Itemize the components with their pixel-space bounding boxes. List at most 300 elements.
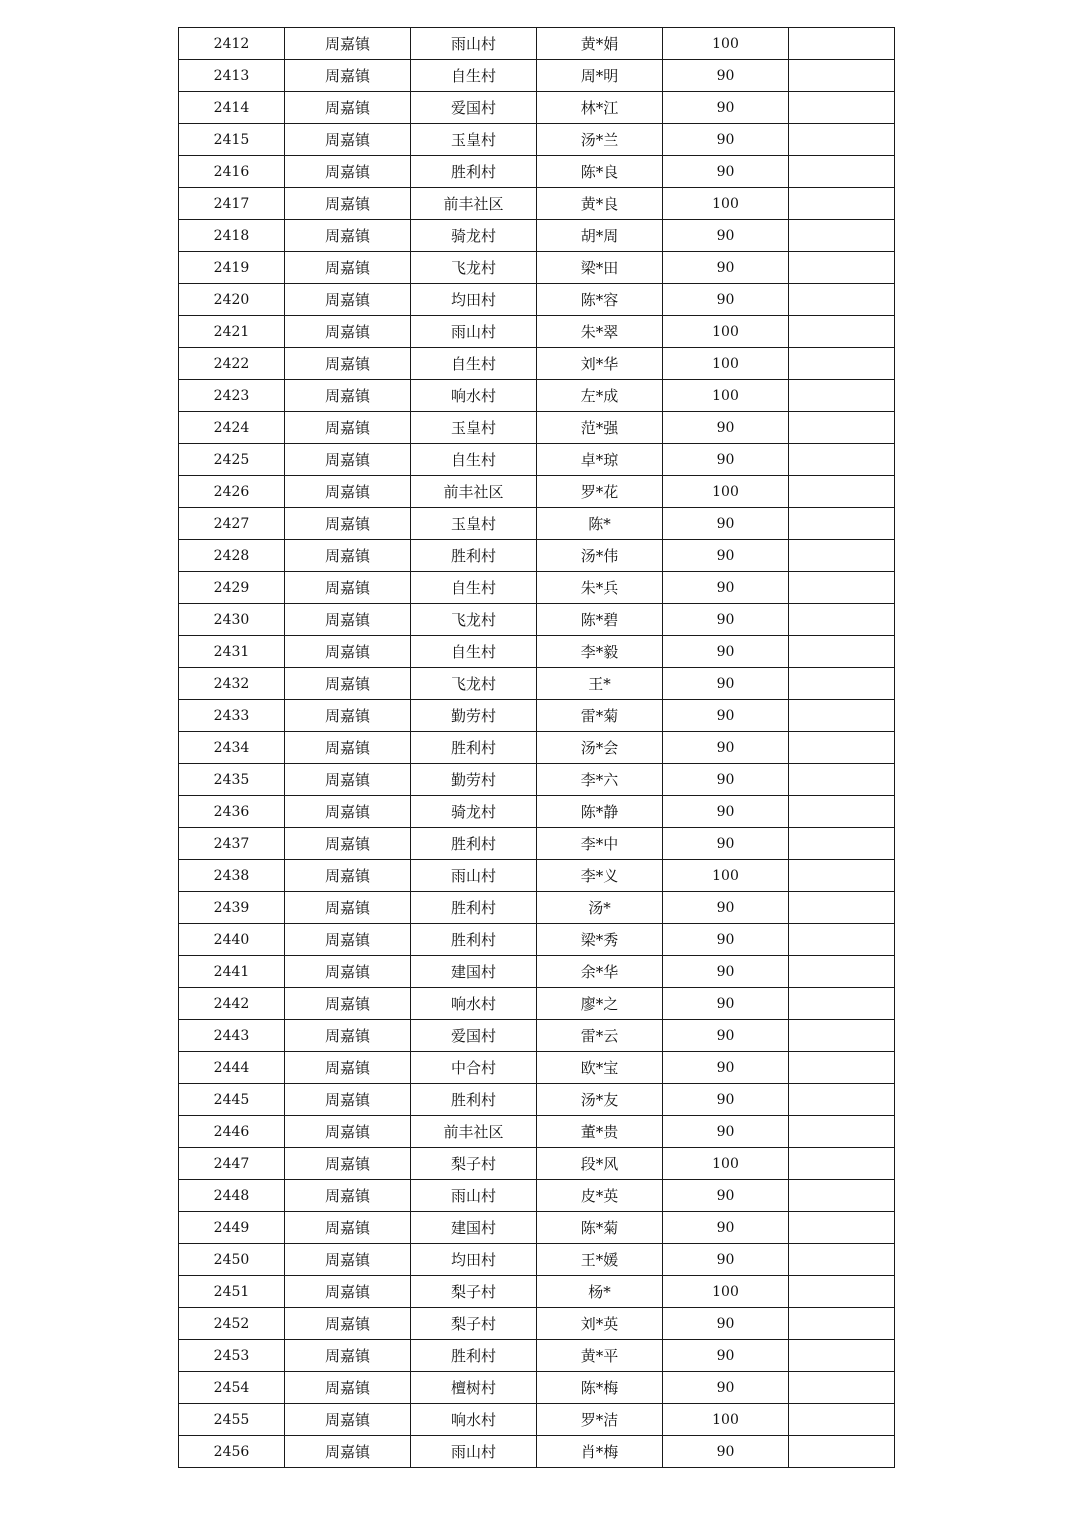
village-cell: 自生村 [411, 636, 537, 668]
table-row [179, 28, 895, 60]
remark-cell [789, 604, 895, 636]
name-cell: 刘*华 [537, 348, 663, 380]
village-cell: 雨山村 [411, 1436, 537, 1468]
remark-cell [789, 156, 895, 188]
town-cell: 周嘉镇 [285, 444, 411, 476]
town-cell: 周嘉镇 [285, 92, 411, 124]
amount-cell: 90 [663, 732, 789, 764]
village-cell: 响水村 [411, 380, 537, 412]
name-cell: 汤* [537, 892, 663, 924]
serial-number-cell: 2439 [179, 892, 285, 924]
serial-number-cell: 2436 [179, 796, 285, 828]
serial-number-cell: 2423 [179, 380, 285, 412]
remark-cell [789, 316, 895, 348]
village-cell: 前丰社区 [411, 188, 537, 220]
remark-cell [789, 892, 895, 924]
amount-cell: 90 [663, 1180, 789, 1212]
amount-cell: 100 [663, 1404, 789, 1436]
table-row [179, 1436, 895, 1468]
table-body [179, 28, 895, 1468]
village-cell: 梨子村 [411, 1308, 537, 1340]
town-cell: 周嘉镇 [285, 412, 411, 444]
amount-cell: 100 [663, 188, 789, 220]
amount-cell: 90 [663, 284, 789, 316]
serial-number-cell: 2418 [179, 220, 285, 252]
serial-number-cell: 2438 [179, 860, 285, 892]
remark-cell [789, 1020, 895, 1052]
amount-cell: 90 [663, 412, 789, 444]
name-cell: 朱*兵 [537, 572, 663, 604]
name-cell: 雷*云 [537, 1020, 663, 1052]
town-cell: 周嘉镇 [285, 60, 411, 92]
amount-cell: 90 [663, 124, 789, 156]
serial-number-cell: 2432 [179, 668, 285, 700]
town-cell: 周嘉镇 [285, 284, 411, 316]
serial-number-cell: 2455 [179, 1404, 285, 1436]
amount-cell: 90 [663, 988, 789, 1020]
town-cell: 周嘉镇 [285, 1116, 411, 1148]
amount-cell: 100 [663, 316, 789, 348]
town-cell: 周嘉镇 [285, 1276, 411, 1308]
town-cell: 周嘉镇 [285, 956, 411, 988]
amount-cell: 90 [663, 1020, 789, 1052]
serial-number-cell: 2440 [179, 924, 285, 956]
village-cell: 胜利村 [411, 892, 537, 924]
name-cell: 周*明 [537, 60, 663, 92]
village-cell: 雨山村 [411, 1180, 537, 1212]
serial-number-cell: 2446 [179, 1116, 285, 1148]
town-cell: 周嘉镇 [285, 28, 411, 60]
amount-cell: 90 [663, 540, 789, 572]
village-cell: 胜利村 [411, 828, 537, 860]
remark-cell [789, 1404, 895, 1436]
amount-cell: 90 [663, 636, 789, 668]
serial-number-cell: 2430 [179, 604, 285, 636]
serial-number-cell: 2442 [179, 988, 285, 1020]
name-cell: 范*强 [537, 412, 663, 444]
village-cell: 建国村 [411, 956, 537, 988]
remark-cell [789, 1244, 895, 1276]
village-cell: 檀树村 [411, 1372, 537, 1404]
village-cell: 胜利村 [411, 924, 537, 956]
name-cell: 陈*梅 [537, 1372, 663, 1404]
amount-cell: 100 [663, 380, 789, 412]
serial-number-cell: 2450 [179, 1244, 285, 1276]
table-row [179, 1212, 895, 1244]
serial-number-cell: 2413 [179, 60, 285, 92]
remark-cell [789, 1180, 895, 1212]
remark-cell [789, 572, 895, 604]
town-cell: 周嘉镇 [285, 988, 411, 1020]
town-cell: 周嘉镇 [285, 1372, 411, 1404]
table-row [179, 412, 895, 444]
table-row [179, 1404, 895, 1436]
name-cell: 雷*菊 [537, 700, 663, 732]
table-row [179, 604, 895, 636]
name-cell: 卓*琼 [537, 444, 663, 476]
village-cell: 雨山村 [411, 316, 537, 348]
serial-number-cell: 2443 [179, 1020, 285, 1052]
amount-cell: 90 [663, 700, 789, 732]
town-cell: 周嘉镇 [285, 796, 411, 828]
name-cell: 汤*友 [537, 1084, 663, 1116]
amount-cell: 100 [663, 476, 789, 508]
remark-cell [789, 252, 895, 284]
table-row [179, 668, 895, 700]
remark-cell [789, 540, 895, 572]
remark-cell [789, 956, 895, 988]
village-cell: 飞龙村 [411, 252, 537, 284]
town-cell: 周嘉镇 [285, 668, 411, 700]
serial-number-cell: 2448 [179, 1180, 285, 1212]
table-row [179, 1276, 895, 1308]
remark-cell [789, 444, 895, 476]
town-cell: 周嘉镇 [285, 700, 411, 732]
remark-cell [789, 700, 895, 732]
name-cell: 汤*伟 [537, 540, 663, 572]
amount-cell: 90 [663, 1340, 789, 1372]
village-cell: 胜利村 [411, 732, 537, 764]
table-row [179, 700, 895, 732]
serial-number-cell: 2420 [179, 284, 285, 316]
table-row [179, 284, 895, 316]
remark-cell [789, 924, 895, 956]
serial-number-cell: 2445 [179, 1084, 285, 1116]
name-cell: 王*媛 [537, 1244, 663, 1276]
remark-cell [789, 1340, 895, 1372]
table-row [179, 828, 895, 860]
village-cell: 梨子村 [411, 1276, 537, 1308]
village-cell: 飞龙村 [411, 604, 537, 636]
remark-cell [789, 828, 895, 860]
remark-cell [789, 1212, 895, 1244]
table-row [179, 1340, 895, 1372]
town-cell: 周嘉镇 [285, 188, 411, 220]
town-cell: 周嘉镇 [285, 476, 411, 508]
village-cell: 中合村 [411, 1052, 537, 1084]
village-cell: 自生村 [411, 444, 537, 476]
table-row [179, 1052, 895, 1084]
remark-cell [789, 1276, 895, 1308]
serial-number-cell: 2424 [179, 412, 285, 444]
table-row [179, 988, 895, 1020]
amount-cell: 100 [663, 348, 789, 380]
table-row [179, 860, 895, 892]
town-cell: 周嘉镇 [285, 1244, 411, 1276]
amount-cell: 90 [663, 796, 789, 828]
town-cell: 周嘉镇 [285, 220, 411, 252]
table-row [179, 1372, 895, 1404]
serial-number-cell: 2447 [179, 1148, 285, 1180]
town-cell: 周嘉镇 [285, 604, 411, 636]
table-row [179, 956, 895, 988]
data-table [178, 27, 895, 1468]
serial-number-cell: 2449 [179, 1212, 285, 1244]
name-cell: 汤*会 [537, 732, 663, 764]
remark-cell [789, 508, 895, 540]
name-cell: 梁*秀 [537, 924, 663, 956]
table-row [179, 732, 895, 764]
remark-cell [789, 92, 895, 124]
name-cell: 董*贵 [537, 1116, 663, 1148]
name-cell: 刘*英 [537, 1308, 663, 1340]
table-row [179, 540, 895, 572]
table-row [179, 348, 895, 380]
amount-cell: 90 [663, 924, 789, 956]
table-row [179, 124, 895, 156]
serial-number-cell: 2435 [179, 764, 285, 796]
remark-cell [789, 220, 895, 252]
serial-number-cell: 2426 [179, 476, 285, 508]
village-cell: 胜利村 [411, 156, 537, 188]
village-cell: 玉皇村 [411, 508, 537, 540]
village-cell: 胜利村 [411, 1340, 537, 1372]
serial-number-cell: 2434 [179, 732, 285, 764]
table-row [179, 220, 895, 252]
remark-cell [789, 380, 895, 412]
name-cell: 左*成 [537, 380, 663, 412]
town-cell: 周嘉镇 [285, 1020, 411, 1052]
table-row [179, 796, 895, 828]
serial-number-cell: 2422 [179, 348, 285, 380]
name-cell: 汤*兰 [537, 124, 663, 156]
amount-cell: 90 [663, 828, 789, 860]
village-cell: 梨子村 [411, 1148, 537, 1180]
serial-number-cell: 2452 [179, 1308, 285, 1340]
village-cell: 胜利村 [411, 1084, 537, 1116]
remark-cell [789, 1436, 895, 1468]
table-row [179, 316, 895, 348]
remark-cell [789, 668, 895, 700]
remark-cell [789, 284, 895, 316]
remark-cell [789, 1052, 895, 1084]
amount-cell: 90 [663, 892, 789, 924]
table-row [179, 444, 895, 476]
name-cell: 陈*容 [537, 284, 663, 316]
remark-cell [789, 1148, 895, 1180]
town-cell: 周嘉镇 [285, 828, 411, 860]
amount-cell: 90 [663, 1212, 789, 1244]
town-cell: 周嘉镇 [285, 252, 411, 284]
remark-cell [789, 60, 895, 92]
town-cell: 周嘉镇 [285, 636, 411, 668]
village-cell: 建国村 [411, 1212, 537, 1244]
name-cell: 黄*平 [537, 1340, 663, 1372]
remark-cell [789, 1308, 895, 1340]
amount-cell: 90 [663, 508, 789, 540]
name-cell: 李*义 [537, 860, 663, 892]
amount-cell: 90 [663, 252, 789, 284]
table-row [179, 1180, 895, 1212]
name-cell: 黄*娟 [537, 28, 663, 60]
village-cell: 自生村 [411, 572, 537, 604]
name-cell: 皮*英 [537, 1180, 663, 1212]
remark-cell [789, 1116, 895, 1148]
name-cell: 王* [537, 668, 663, 700]
name-cell: 陈*碧 [537, 604, 663, 636]
town-cell: 周嘉镇 [285, 1340, 411, 1372]
town-cell: 周嘉镇 [285, 380, 411, 412]
village-cell: 自生村 [411, 348, 537, 380]
table-row [179, 572, 895, 604]
table-row [179, 924, 895, 956]
amount-cell: 90 [663, 956, 789, 988]
town-cell: 周嘉镇 [285, 860, 411, 892]
village-cell: 飞龙村 [411, 668, 537, 700]
town-cell: 周嘉镇 [285, 1084, 411, 1116]
amount-cell: 90 [663, 572, 789, 604]
table-row [179, 1116, 895, 1148]
serial-number-cell: 2412 [179, 28, 285, 60]
amount-cell: 90 [663, 764, 789, 796]
village-cell: 自生村 [411, 60, 537, 92]
serial-number-cell: 2433 [179, 700, 285, 732]
name-cell: 梁*田 [537, 252, 663, 284]
remark-cell [789, 796, 895, 828]
village-cell: 前丰社区 [411, 476, 537, 508]
village-cell: 玉皇村 [411, 412, 537, 444]
name-cell: 段*风 [537, 1148, 663, 1180]
table-row [179, 1020, 895, 1052]
amount-cell: 90 [663, 1116, 789, 1148]
remark-cell [789, 476, 895, 508]
name-cell: 陈*菊 [537, 1212, 663, 1244]
town-cell: 周嘉镇 [285, 348, 411, 380]
name-cell: 李*六 [537, 764, 663, 796]
amount-cell: 90 [663, 60, 789, 92]
town-cell: 周嘉镇 [285, 572, 411, 604]
amount-cell: 90 [663, 1436, 789, 1468]
name-cell: 林*江 [537, 92, 663, 124]
serial-number-cell: 2453 [179, 1340, 285, 1372]
town-cell: 周嘉镇 [285, 316, 411, 348]
table-row [179, 252, 895, 284]
name-cell: 肖*梅 [537, 1436, 663, 1468]
town-cell: 周嘉镇 [285, 892, 411, 924]
name-cell: 欧*宝 [537, 1052, 663, 1084]
remark-cell [789, 1084, 895, 1116]
serial-number-cell: 2419 [179, 252, 285, 284]
amount-cell: 90 [663, 1084, 789, 1116]
village-cell: 爱国村 [411, 1020, 537, 1052]
remark-cell [789, 860, 895, 892]
name-cell: 胡*周 [537, 220, 663, 252]
village-cell: 均田村 [411, 1244, 537, 1276]
table-row [179, 1308, 895, 1340]
table-row [179, 892, 895, 924]
amount-cell: 90 [663, 156, 789, 188]
table-row [179, 508, 895, 540]
village-cell: 骑龙村 [411, 220, 537, 252]
village-cell: 勤劳村 [411, 700, 537, 732]
name-cell: 杨* [537, 1276, 663, 1308]
name-cell: 朱*翠 [537, 316, 663, 348]
table-row [179, 1244, 895, 1276]
serial-number-cell: 2428 [179, 540, 285, 572]
name-cell: 罗*洁 [537, 1404, 663, 1436]
table-row [179, 188, 895, 220]
amount-cell: 90 [663, 668, 789, 700]
village-cell: 胜利村 [411, 540, 537, 572]
village-cell: 雨山村 [411, 860, 537, 892]
serial-number-cell: 2454 [179, 1372, 285, 1404]
town-cell: 周嘉镇 [285, 1052, 411, 1084]
table-row [179, 92, 895, 124]
village-cell: 爱国村 [411, 92, 537, 124]
amount-cell: 100 [663, 1276, 789, 1308]
town-cell: 周嘉镇 [285, 1404, 411, 1436]
table-row [179, 60, 895, 92]
table-row [179, 476, 895, 508]
serial-number-cell: 2417 [179, 188, 285, 220]
name-cell: 陈* [537, 508, 663, 540]
remark-cell [789, 124, 895, 156]
table-row [179, 1084, 895, 1116]
town-cell: 周嘉镇 [285, 1308, 411, 1340]
town-cell: 周嘉镇 [285, 764, 411, 796]
remark-cell [789, 188, 895, 220]
remark-cell [789, 988, 895, 1020]
town-cell: 周嘉镇 [285, 508, 411, 540]
name-cell: 黄*良 [537, 188, 663, 220]
amount-cell: 90 [663, 444, 789, 476]
name-cell: 余*华 [537, 956, 663, 988]
serial-number-cell: 2416 [179, 156, 285, 188]
village-cell: 响水村 [411, 988, 537, 1020]
serial-number-cell: 2431 [179, 636, 285, 668]
village-cell: 均田村 [411, 284, 537, 316]
town-cell: 周嘉镇 [285, 924, 411, 956]
table-row [179, 380, 895, 412]
town-cell: 周嘉镇 [285, 1212, 411, 1244]
serial-number-cell: 2437 [179, 828, 285, 860]
name-cell: 李*毅 [537, 636, 663, 668]
serial-number-cell: 2429 [179, 572, 285, 604]
amount-cell: 90 [663, 220, 789, 252]
remark-cell [789, 732, 895, 764]
village-cell: 勤劳村 [411, 764, 537, 796]
amount-cell: 100 [663, 1148, 789, 1180]
serial-number-cell: 2441 [179, 956, 285, 988]
serial-number-cell: 2444 [179, 1052, 285, 1084]
serial-number-cell: 2456 [179, 1436, 285, 1468]
serial-number-cell: 2427 [179, 508, 285, 540]
town-cell: 周嘉镇 [285, 156, 411, 188]
town-cell: 周嘉镇 [285, 1436, 411, 1468]
serial-number-cell: 2425 [179, 444, 285, 476]
name-cell: 罗*花 [537, 476, 663, 508]
remark-cell [789, 348, 895, 380]
table-row [179, 636, 895, 668]
amount-cell: 100 [663, 28, 789, 60]
remark-cell [789, 1372, 895, 1404]
town-cell: 周嘉镇 [285, 540, 411, 572]
table-row [179, 156, 895, 188]
village-cell: 响水村 [411, 1404, 537, 1436]
amount-cell: 90 [663, 92, 789, 124]
serial-number-cell: 2414 [179, 92, 285, 124]
table-row [179, 764, 895, 796]
name-cell: 李*中 [537, 828, 663, 860]
village-cell: 雨山村 [411, 28, 537, 60]
village-cell: 玉皇村 [411, 124, 537, 156]
remark-cell [789, 764, 895, 796]
amount-cell: 90 [663, 1052, 789, 1084]
serial-number-cell: 2421 [179, 316, 285, 348]
name-cell: 陈*良 [537, 156, 663, 188]
amount-cell: 90 [663, 1308, 789, 1340]
town-cell: 周嘉镇 [285, 124, 411, 156]
